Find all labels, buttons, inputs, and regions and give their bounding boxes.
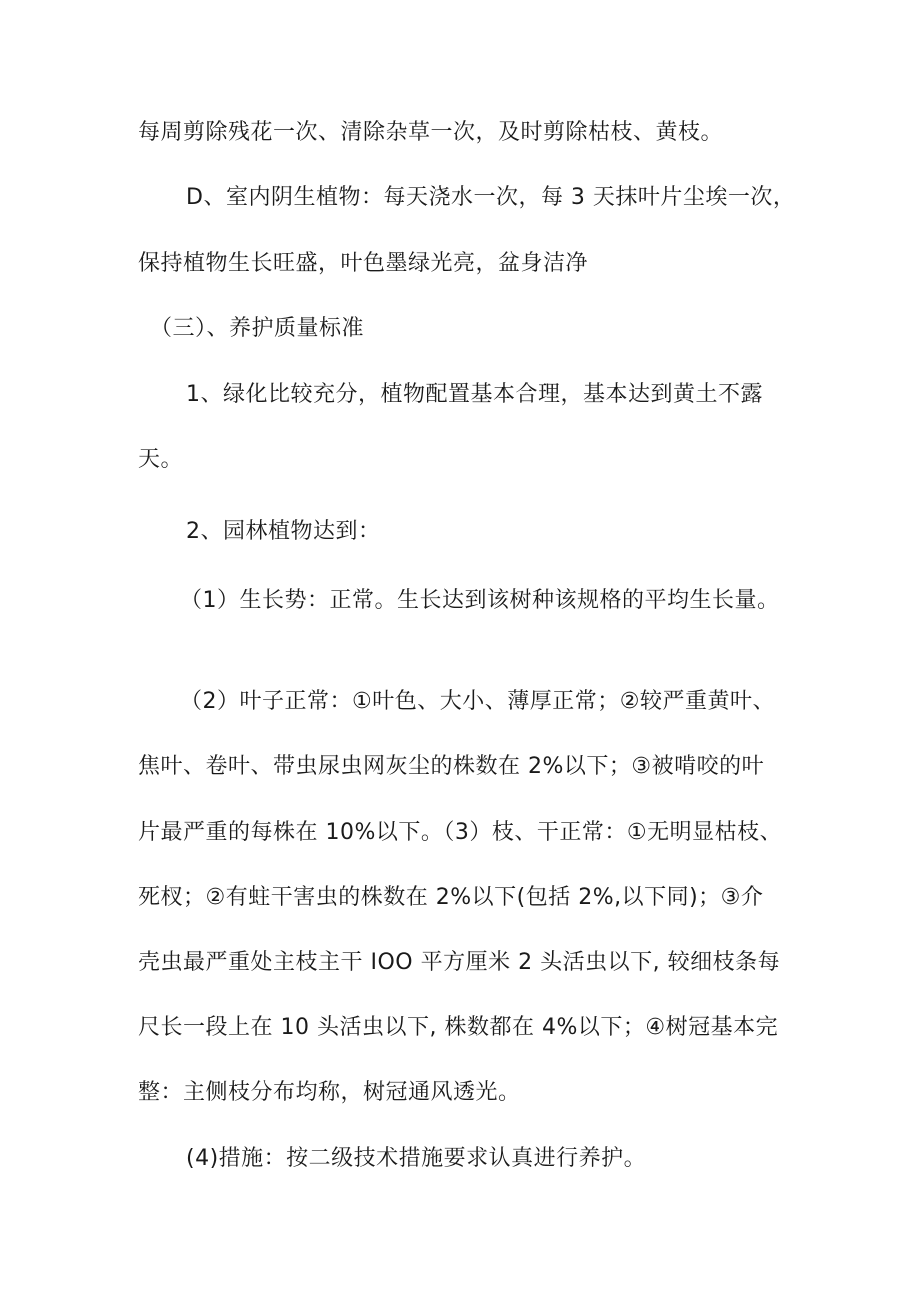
text-line-1: 每周剪除残花一次、清除杂草一次，及时剪除枯枝、黄枝。 <box>138 120 724 145</box>
text-line-10: 焦叶、卷叶、带虫尿虫网灰尘的株数在 2%以下；③被啃咬的叶 <box>138 754 765 779</box>
text-line-12: 死杈；②有蛀干害虫的株数在 2%以下(包括 2%,以下同)；③介 <box>138 885 764 910</box>
text-line-5: 1、绿化比较充分，植物配置基本合理，基本达到黄土不露 <box>186 382 763 407</box>
text-line-15: 整：主侧枝分布均称，树冠通风透光。 <box>138 1080 521 1105</box>
text-line-6: 天。 <box>138 447 184 472</box>
text-line-13: 壳虫最严重处主枝主干 IOO 平方厘米 2 头活虫以下, 较细枝条每 <box>138 950 781 975</box>
text-line-8: （1）生长势：正常。生长达到该树种该规格的平均生长量。 <box>180 588 780 613</box>
section-heading: （三）、养护质量标准 <box>150 316 365 341</box>
text-line-16: (4)措施：按二级技术措施要求认真进行养护。 <box>186 1146 647 1171</box>
text-line-11: 片最严重的每株在 10%以下。（3）枝、干正常：①无明显枯枝、 <box>138 820 783 845</box>
text-line-2: D、室内阴生植物：每天浇水一次，每 3 天抹叶片尘埃一次， <box>186 185 796 210</box>
text-line-3: 保持植物生长旺盛，叶色墨绿光亮，盆身洁净 <box>138 251 589 276</box>
text-line-14: 尺长一段上在 10 头活虫以下, 株数都在 4%以下；④树冠基本完 <box>138 1015 779 1040</box>
text-line-9: （2）叶子正常：①叶色、大小、薄厚正常；②较严重黄叶、 <box>180 689 775 714</box>
text-line-7: 2、园林植物达到： <box>186 519 381 544</box>
